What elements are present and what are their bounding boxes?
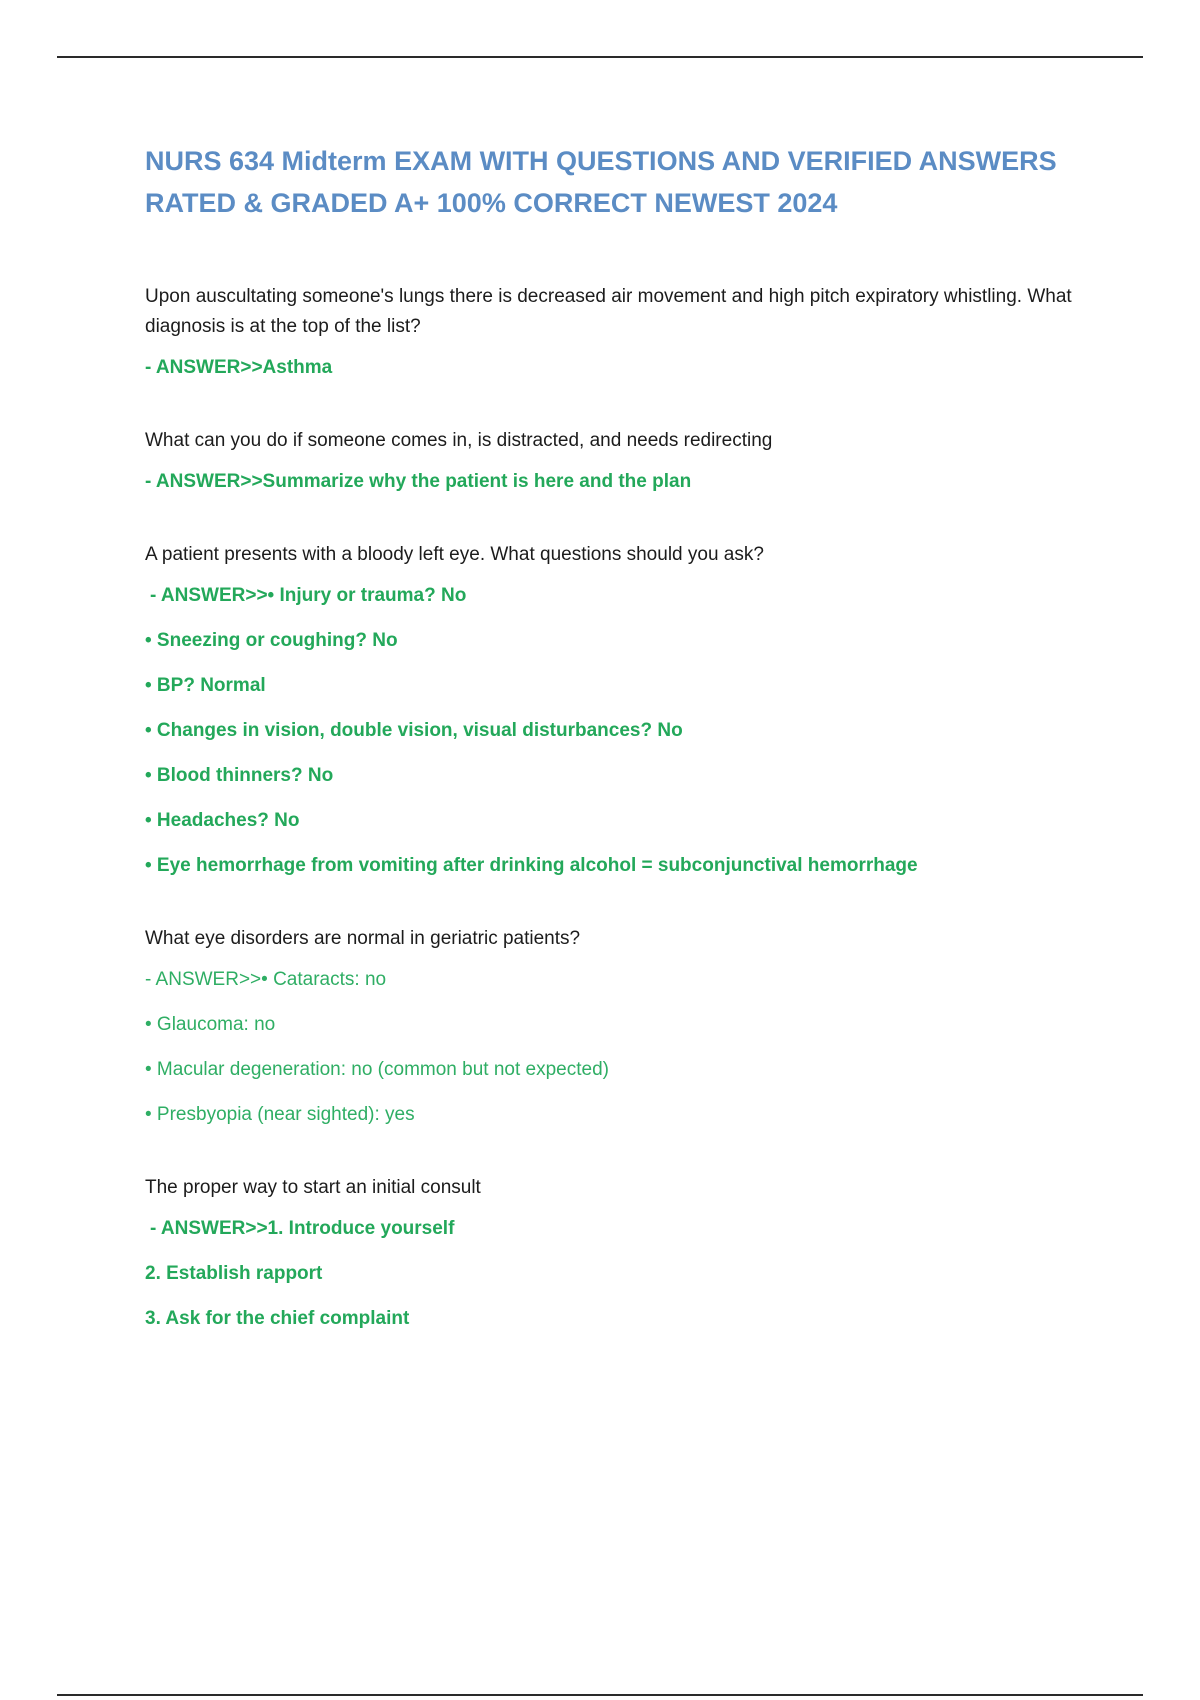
answer-line: - ANSWER>>1. Introduce yourself bbox=[150, 1218, 455, 1239]
qa-item-5 bbox=[145, 1173, 1105, 1331]
question-text: The proper way to start an initial consult bbox=[145, 1177, 481, 1198]
answer-line: 2. Establish rapport bbox=[145, 1263, 323, 1284]
qa-item-2 bbox=[145, 426, 1105, 494]
answer-line: • BP? Normal bbox=[145, 675, 266, 696]
answer-line: • Glaucoma: no bbox=[145, 1014, 276, 1035]
qa-item-4 bbox=[145, 924, 1105, 1127]
answer-line: - ANSWER>>Asthma bbox=[145, 357, 333, 378]
question-text: Upon auscultating someone's lungs there is decreased air movement and high pitch expiratory whistling. What diagnosis is at the top of the list? bbox=[145, 286, 1072, 337]
document-title: NURS 634 Midterm EXAM WITH QUESTIONS AND VERIFIED ANSWERS RATED & GRADED A+ 100% CORRECT NEWEST 2024 bbox=[145, 146, 1057, 218]
question-text: What eye disorders are normal in geriatric patients? bbox=[145, 928, 581, 949]
answer-line: - ANSWER>>• Cataracts: no bbox=[145, 969, 387, 990]
answer-line: • Changes in vision, double vision, visual disturbances? No bbox=[145, 720, 683, 741]
footer-rule bbox=[57, 1694, 1143, 1696]
document-content bbox=[145, 140, 1105, 1377]
answer-line: • Blood thinners? No bbox=[145, 765, 334, 786]
answer-line: • Presbyopia (near sighted): yes bbox=[145, 1104, 415, 1125]
answer-line: • Sneezing or coughing? No bbox=[145, 630, 398, 651]
question-text: What can you do if someone comes in, is distracted, and needs redirecting bbox=[145, 430, 773, 451]
answer-line: - ANSWER>>• Injury or trauma? No bbox=[150, 585, 467, 606]
answer-line: • Eye hemorrhage from vomiting after drinking alcohol = subconjunctival hemorrhage bbox=[145, 855, 918, 876]
qa-item-3 bbox=[145, 540, 1105, 878]
answer-line: • Macular degeneration: no (common but not expected) bbox=[145, 1059, 609, 1080]
answer-line: 3. Ask for the chief complaint bbox=[145, 1308, 410, 1329]
answer-line: • Headaches? No bbox=[145, 810, 300, 831]
header-rule bbox=[57, 56, 1143, 58]
question-text: A patient presents with a bloody left eye. What questions should you ask? bbox=[145, 544, 764, 565]
qa-item-1 bbox=[145, 282, 1105, 380]
answer-line: - ANSWER>>Summarize why the patient is here and the plan bbox=[145, 471, 692, 492]
